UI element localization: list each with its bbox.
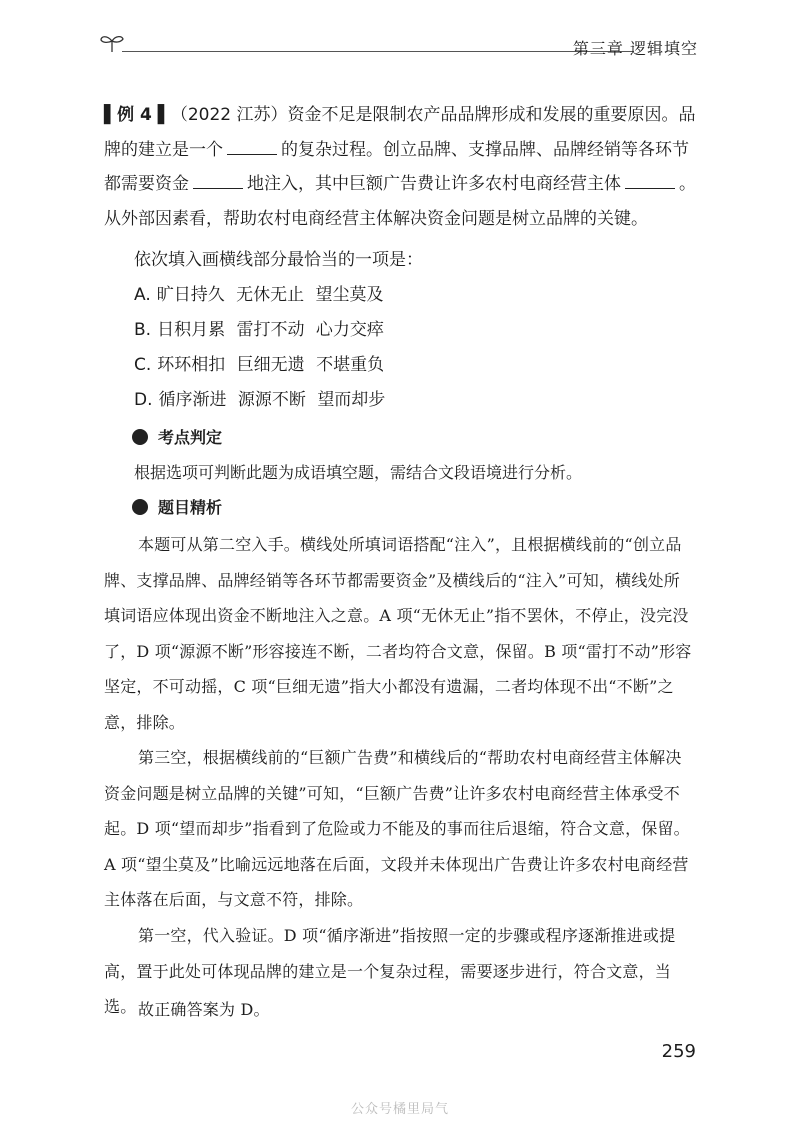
analysis-paragraph-3: 第一空，代入验证。D 项“循序渐进”指按照一定的步骤或程序逐渐推进或提高，置于此处可体现品牌的建立是一个复杂过程，需要逐步进行，符合文意，当选。: [104, 926, 676, 1016]
answer-blank-1: [227, 140, 277, 155]
point-text: 根据选项可判断此题为成语填空题，需结合文段语境进行分析。: [134, 463, 583, 482]
gear-bulb-icon: [132, 429, 148, 445]
example-stem: ▌例 4 ▌（2022 江苏）资金不足是限制农产品品牌形成和发展的重要原因。品牌的建立是一个 的复杂过程。创立品牌、支撑品牌、品牌经销等各环节都需要资金 地注入，其中巨额广告费让许多农村电商经营主体 。从外部因素看，帮助农村电商经营主体解决资金问题是树立品牌的关键。: [104, 105, 696, 229]
chapter-title: 第三章 逻辑填空: [572, 39, 698, 58]
option-a: A. 旷日持久 无休无止 望尘莫及: [134, 285, 384, 305]
analysis-paragraph-1: 本题可从第二空入手。横线处所填词语搭配“注入”，且根据横线前的“创立品牌、支撑品牌、品牌经销等各环节都需要资金”及横线后的“注入”可知，横线处所填词语应体现出资金不断地注入之意。A 项“无休无止”指不罢休，不停止，没完没了，D 项“源源不断”形容接连不断，二者均符合文意，保留。B 项“雷打不动”形容坚定，不可动摇，C 项“巨细无遗”指大小都没有遗漏，二者均体现不出“不断”之意，排除。: [104, 535, 692, 732]
pencil-icon: [132, 499, 148, 515]
question-prompt: 依次填入画横线部分最恰当的一项是：: [134, 250, 423, 270]
example-source: （2022 江苏）: [170, 105, 288, 125]
analysis-paragraph-4: 故正确答案为 D。: [138, 1000, 270, 1019]
option-b: B. 日积月累 雷打不动 心力交瘁: [134, 320, 384, 340]
analysis-paragraph-2: 第三空，根据横线前的“巨额广告费”和横线后的“帮助农村电商经营主体解决资金问题是树立品牌的关键”可知，“巨额广告费”让许多农村电商经营主体承受不起。D 项“望而却步”指看到了危险或力不能及的事而往后退缩，符合文意，保留。A 项“望尘莫及”比喻远远地落在后面，文段并未体现出广告费让许多农村电商经营主体落在后面，与文意不符，排除。: [104, 748, 690, 909]
analysis-section-heading: 题目精析: [132, 496, 222, 520]
option-c: C. 环环相扣 巨细无遗 不堪重负: [134, 355, 385, 375]
option-d: D. 循序渐进 源源不断 望而却步: [134, 390, 386, 410]
example-tag: ▌例 4 ▌: [104, 105, 171, 125]
point-section-heading: 考点判定: [132, 426, 222, 450]
answer-blank-2: [193, 174, 243, 189]
header-rule: [122, 51, 634, 52]
running-header: [98, 30, 698, 64]
answer-blank-3: [625, 174, 675, 189]
watermark: 公众号橘里局气: [350, 1102, 449, 1117]
page-number: 259: [661, 1041, 696, 1062]
